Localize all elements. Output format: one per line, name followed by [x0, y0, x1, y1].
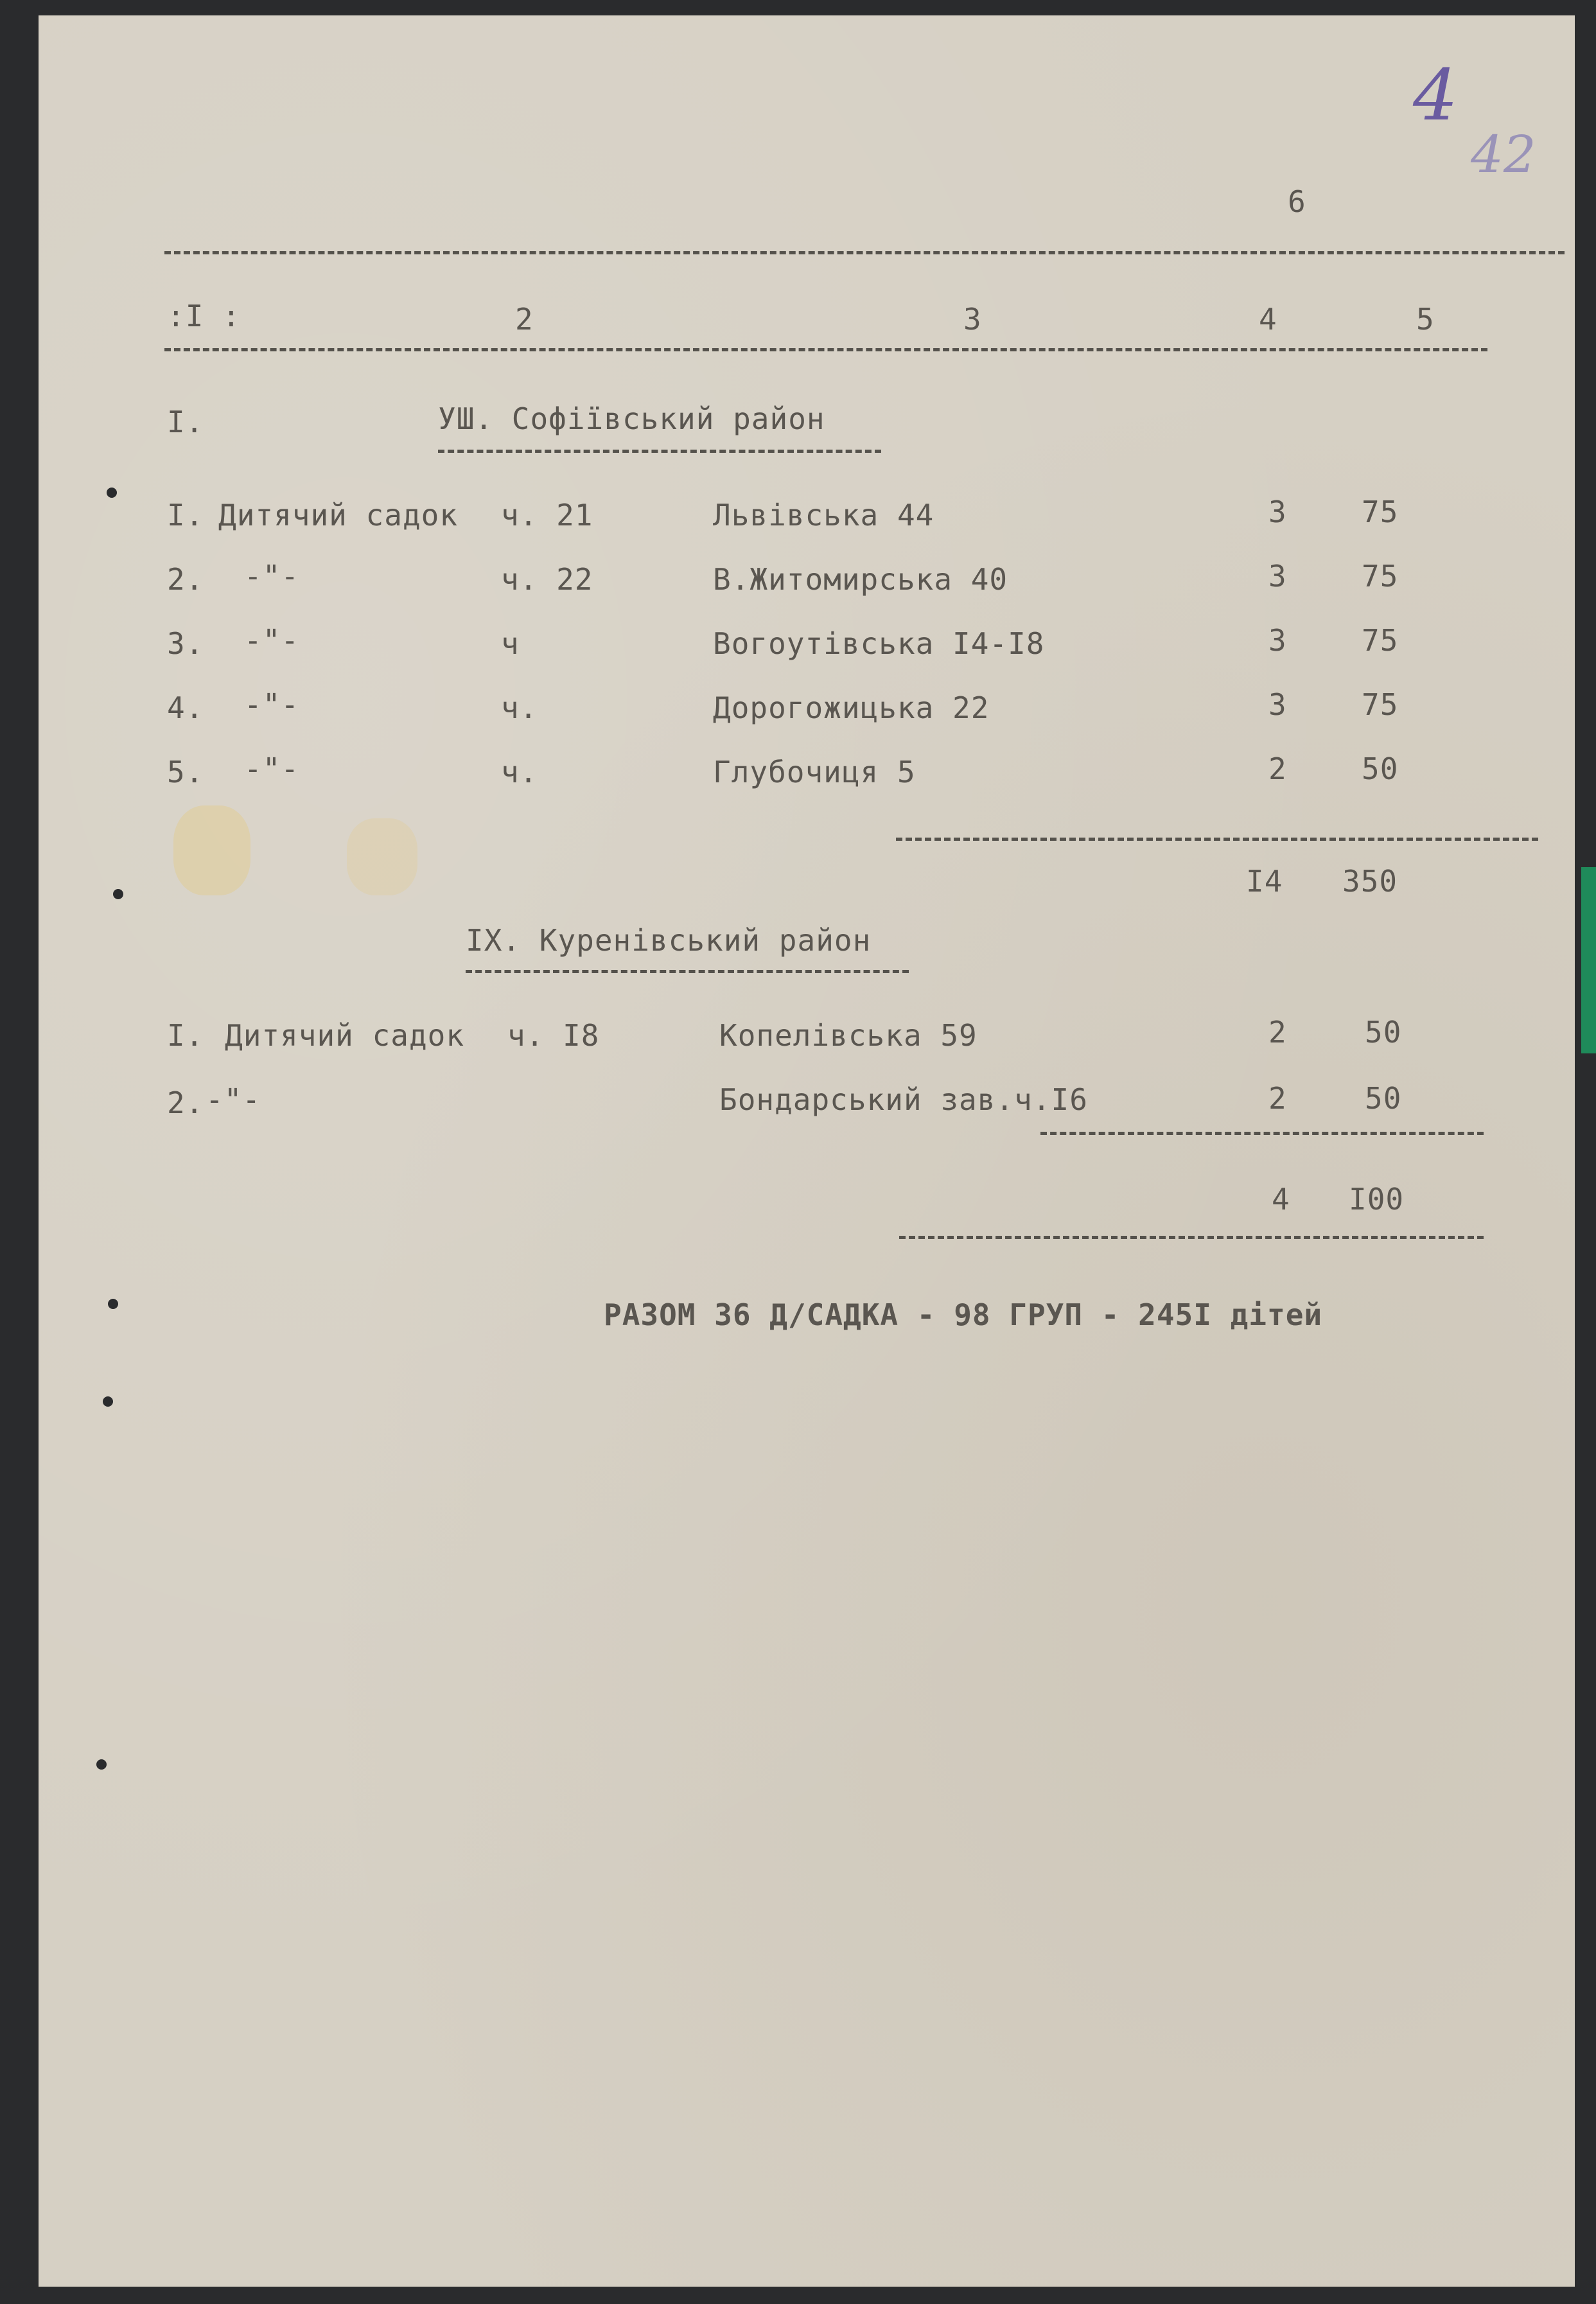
section-1-total-rule [896, 838, 1538, 841]
header-rule [164, 348, 1487, 351]
section-1-heading-underline [438, 450, 881, 453]
stain-mark [347, 818, 417, 895]
column-header-1: :І : [167, 299, 241, 333]
section-2-total-rule-top [1040, 1132, 1484, 1135]
section-1-number: І. [167, 405, 204, 439]
document-page: 4 42 6 :І : 2 3 4 5 І. УШ. Софіївський район І. Дитячий садок ч. 21 Львівська 44 3 75 2. -"- ч. 22 В.Житомирська 40 3 75 3. -"- ч Вогоутівська І4-І8 3 75 4. -"- ч. Дорогожицька 22 3 75 5. -"- ч. Глубочиця 5 2 50 І4 350 ІХ. Куренівський район І. Дитячий садок ч. І8 Копелівська 59 2 50 2. -"- Бондарський зав.ч.І6 2 50 4 І00 РАЗОМ 36 Д/САДКА - 98 ГРУП - 245І дітей [39, 15, 1575, 2287]
section-2-total-groups: 4 [1272, 1182, 1290, 1217]
section-1-heading: УШ. Софіївський район [438, 401, 825, 436]
punch-mark [108, 1299, 118, 1309]
section-2-total-rule-bottom [899, 1236, 1484, 1239]
green-edge-strip [1581, 867, 1596, 1053]
column-header-5: 5 [1416, 302, 1435, 337]
handwritten-page-number: 4 [1413, 54, 1458, 136]
section-2-heading: ІХ. Куренівський район [466, 923, 872, 958]
grand-total: РАЗОМ 36 Д/САДКА - 98 ГРУП - 245І дітей [604, 1297, 1323, 1332]
stain-mark [173, 805, 250, 895]
punch-mark [107, 488, 117, 498]
punch-mark [103, 1396, 113, 1407]
punch-mark [96, 1759, 107, 1770]
column-header-3: 3 [963, 302, 982, 337]
column-header-4: 4 [1259, 302, 1277, 337]
section-1-total-children: 350 [1342, 864, 1398, 899]
handwritten-old-page-number: 42 [1471, 125, 1536, 184]
section-1-total-groups: І4 [1246, 864, 1283, 899]
section-2-heading-underline [466, 970, 909, 973]
column-header-2: 2 [515, 302, 534, 337]
typed-page-label: 6 [1288, 184, 1306, 219]
top-rule [164, 251, 1565, 254]
section-2-total-children: І00 [1349, 1182, 1405, 1217]
punch-mark [113, 889, 123, 899]
